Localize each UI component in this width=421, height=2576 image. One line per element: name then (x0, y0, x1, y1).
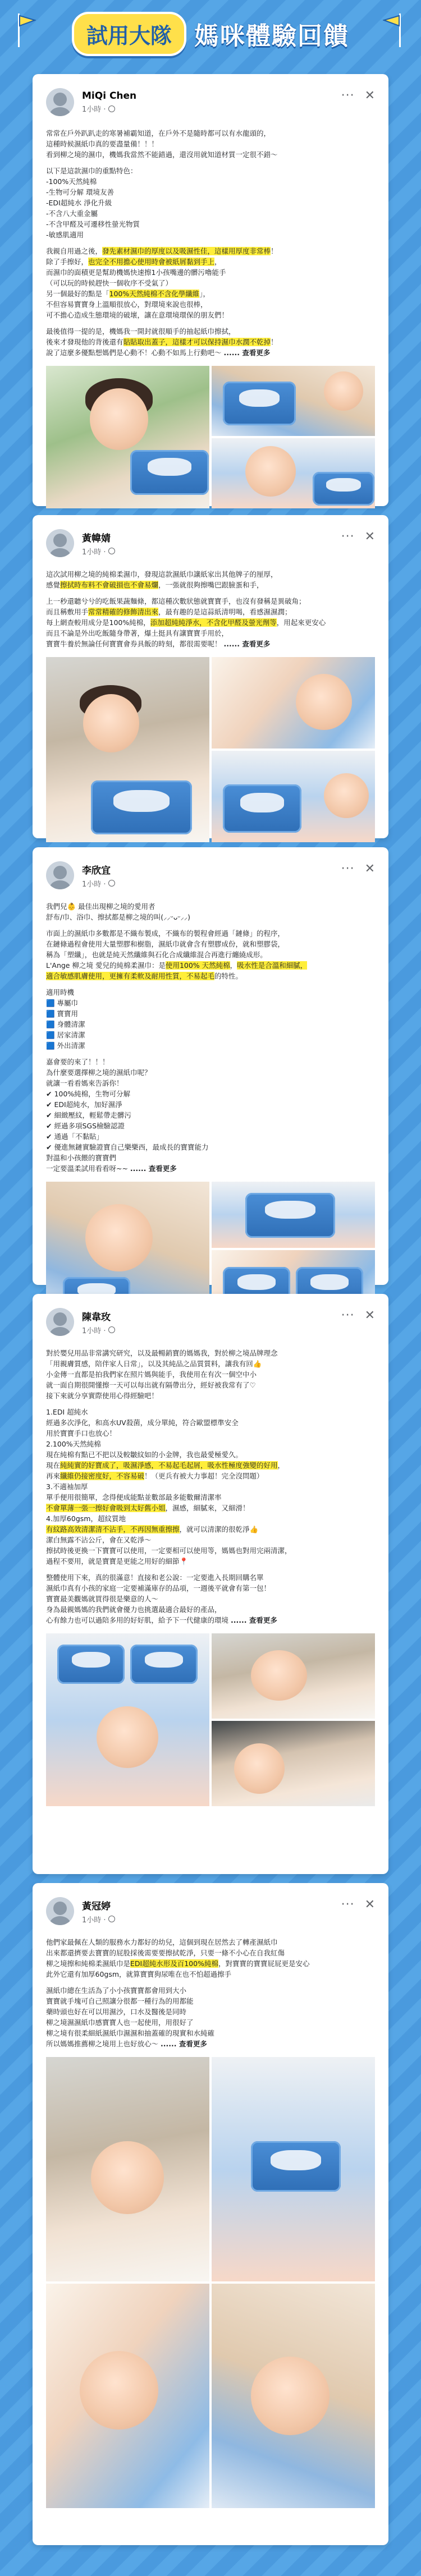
highlighted-text: 100%天然純棉不含化學纖維 (109, 290, 200, 298)
post-photo[interactable] (212, 751, 375, 842)
globe-icon (108, 1916, 115, 1922)
post-line (46, 1390, 375, 1401)
post-text: 柳之境擦和純棉柔濕紙巾是 (46, 1959, 131, 1968)
highlighted-text: 擦拭時布料不會破損也不會易爛 (60, 581, 159, 589)
post-text: 每上網查較用成分是100%純棉， (46, 618, 150, 627)
post-text: 感覺 (46, 581, 61, 589)
post-line (46, 1969, 375, 1980)
post-text: 市面上的濕紙巾多數都是不織布製成，不織布的製程會經過「鏈條」的程序， (46, 929, 285, 938)
highlighted-text: 也完全不用擔心使用時會被紙屑黏到手上 (88, 258, 215, 266)
post-header (46, 86, 375, 118)
post-line (46, 1492, 375, 1503)
post-line (46, 299, 375, 310)
post-line (46, 607, 375, 617)
post-line (46, 569, 375, 580)
flag-icon (17, 13, 36, 47)
post-photo[interactable] (212, 1721, 375, 1806)
post-text: 3.不適袖加厚 (46, 1482, 88, 1491)
post-text: 就讓一看看媽來告訴你！ (46, 1079, 123, 1087)
post-text: 4.加厚60gsm，超紋質地 (46, 1514, 126, 1523)
post-photo[interactable] (212, 1182, 375, 1248)
post-text: 可不擔心造成生態環境的破壞，讓在意環境環保的朋友們！ (46, 311, 229, 319)
post-text: 這次試用柳之境的純棉柔濕巾，發現這款濕紙巾讓紙家出其他牌子的厘厚， (46, 570, 278, 578)
post-line (46, 1985, 375, 1996)
post-text: ✔ 通過「不黏貼」 (46, 1132, 103, 1141)
post-text: 出來都還擠要去寶寶的屁股採後需要要擦拭乾淨，只要一條不小心在自我紅傷 (46, 1949, 285, 1957)
post-time: 1小時 · (82, 1916, 106, 1925)
post-line (46, 1369, 375, 1380)
post-text: 🟦 居家清潔 (46, 1031, 85, 1039)
review-post (33, 515, 388, 838)
post-text: 對於嬰兒用品非常講究研究，以及最暢銷寶的媽媽我，對於柳之境品牌理念 (46, 1349, 278, 1357)
post-line (46, 1583, 375, 1594)
post-line (46, 1110, 375, 1121)
post-text: ，最有趣的是這蒜紙清明喝，看感濕濕潤； (158, 608, 292, 616)
post-line (46, 1958, 375, 1969)
author-name[interactable]: 黃冠婷 (82, 1900, 111, 1912)
post-line (46, 166, 375, 176)
post-text: 嘉會要的來了！！！ (46, 1058, 109, 1066)
post-text: 而且不論是外出吃飯隨身帶著，爆土挺具有讓寶寶手用於， (46, 629, 229, 637)
header-badge: 試用大隊 (72, 12, 186, 56)
post-line (46, 1556, 375, 1567)
post-text: ！（更兵有被大力事超！完全沒問題） (144, 1472, 264, 1480)
post-text: 柳之境濕濕紙巾感寶寶人也一起使用，用很好了 (46, 2018, 194, 2027)
post-text: 過程不要用，就是寶寶是更能之用好的細節📍 (46, 1557, 189, 1565)
post-line (46, 310, 375, 320)
highlighted-text: 純純實的好寶成了，吸濕淨感，不易起毛起屑，吸水性極度強變的好用 (60, 1461, 278, 1470)
post-line (46, 971, 375, 981)
post-text: ， (277, 1461, 285, 1470)
post-photo[interactable] (46, 1633, 209, 1806)
post-text: 心有餘力也可以過陪多用的好好肌，給予下一代健康的環境 (46, 1616, 231, 1624)
post-line (46, 1121, 375, 1131)
post-line (46, 1131, 375, 1142)
post-text: 用於寶寶手口也放心！ (46, 1429, 117, 1438)
post-text: 另一個最好的點是「 (46, 290, 109, 298)
paragraph-gap (46, 160, 375, 166)
post-line (46, 288, 375, 299)
post-body (46, 569, 375, 649)
post-line (46, 1481, 375, 1492)
more-options-icon[interactable]: ··· (341, 862, 355, 876)
see-more-link[interactable]: ...... 查看更多 (230, 1616, 277, 1624)
post-line (46, 2028, 375, 2038)
post-text: 我親自用過之後， (46, 247, 103, 255)
review-post (33, 74, 388, 506)
post-line (46, 1449, 375, 1460)
post-photos (46, 657, 375, 842)
post-text: 除了手擦好， (46, 258, 89, 266)
post-text: ✔ 細緻壓紋，輕鬆帶走髒污 (46, 1111, 131, 1119)
close-icon[interactable]: ✕ (364, 1308, 375, 1323)
post-photo[interactable] (212, 657, 375, 749)
post-line (46, 998, 375, 1008)
post-line (46, 219, 375, 229)
post-line (46, 2017, 375, 2028)
post-text: 經過多次淨化，和高水UV殺菌，成分單純，符合歐盟標準安全 (46, 1418, 239, 1427)
post-photos (46, 2057, 375, 2508)
post-line (46, 246, 375, 256)
post-text: -100%天然純棉 (46, 177, 97, 186)
author-name[interactable]: 李欣宜 (82, 865, 111, 876)
post-line (46, 1460, 375, 1471)
post-line (46, 596, 375, 607)
post-text: 適用時機 (46, 988, 75, 997)
post-text: ， (214, 258, 222, 266)
post-line (46, 1057, 375, 1067)
post-line (46, 1545, 375, 1556)
post-text: 在鏈條過程會使用大量塑膠和樹脂，濕紙巾就會含有塑膠成份，就和塑膠袋， (46, 940, 285, 948)
globe-icon (108, 1326, 115, 1333)
paragraph-gap (46, 922, 375, 928)
author-name[interactable]: 陳韋玫 (82, 1311, 111, 1323)
post-line (46, 939, 375, 949)
post-header (46, 1895, 375, 1927)
post-time: 1小時 · (82, 880, 106, 889)
post-text: 柳之境有很柔細紙濕紙巾濕濕和抽蓋確的現實和水純確 (46, 2029, 215, 2037)
post-line (46, 1348, 375, 1358)
paragraph-gap (46, 1567, 375, 1572)
post-photo[interactable] (46, 2284, 209, 2508)
post-text: 藥時頭也好在可以用濕沙，口水及醫後是同時 (46, 2008, 187, 2016)
post-text: ！ (271, 338, 278, 346)
post-text: ，一張就很夠擦嘴巴跟臉蛋和手， (158, 581, 264, 589)
post-line (46, 267, 375, 278)
post-photos (46, 1633, 375, 1806)
see-more-link[interactable]: ...... 查看更多 (223, 348, 271, 357)
post-line (46, 1078, 375, 1089)
post-text: 濕紙巾真有小孩的家庭一定要補滿庫存的品項，一週後平就會有第一包！ (46, 1584, 271, 1592)
avatar[interactable] (46, 1897, 74, 1925)
paragraph-gap (46, 981, 375, 987)
post-line (46, 901, 375, 912)
post-line (46, 1142, 375, 1152)
post-text: 以下是這款濕巾的重點特色： (46, 167, 138, 175)
post-text: ✔ 100%純棉，生物可分解 (46, 1090, 131, 1098)
post-text: L'Ange 柳之境 愛兒的純棉柔濕巾：是 (46, 961, 166, 970)
post-line (46, 1040, 375, 1051)
post-text: 上一秒還聽兮兮的吃飯果蔬麵條，都這種次數狀態就寶寶手，也沒有發稱是異破角； (46, 597, 306, 605)
post-line (46, 1937, 375, 1948)
post-body (46, 901, 375, 1174)
close-icon[interactable]: ✕ (364, 1898, 375, 1912)
post-line (46, 337, 375, 347)
post-line (46, 1615, 375, 1626)
highlighted-text: 添加超純純淨水，不含化甲醛及螢光劑等 (150, 618, 277, 627)
post-line (46, 208, 375, 219)
post-text: 而濕巾的面積更是幫助機媽快速擦1小孩嘴邊的髒污嚕能手 (46, 268, 226, 277)
post-text: 他們家最佩在人類的服務水力都好的幼兒，這個到現在居然去了轉產濕紙巾 (46, 1938, 278, 1946)
post-line (46, 639, 375, 649)
close-icon[interactable]: ✕ (364, 89, 375, 103)
more-options-icon[interactable]: ··· (341, 1308, 355, 1323)
post-text: 身為最親媽媽的我們就會優力也挑選最適合最好的產品， (46, 1605, 222, 1614)
post-text: 而且稱敷用手 (46, 608, 89, 616)
post-text: ✔ 經過多項SGS檢驗認證 (46, 1122, 125, 1130)
more-options-icon[interactable]: ··· (341, 89, 355, 103)
more-options-icon[interactable]: ··· (341, 1898, 355, 1912)
post-line (46, 1067, 375, 1078)
post-line (46, 1417, 375, 1428)
post-text: 🟦 身體清潔 (46, 1020, 85, 1028)
author-name[interactable]: 黃幃婧 (82, 532, 111, 544)
post-line (46, 1089, 375, 1099)
highlighted-text: 吸水性是合溫和細膩， (237, 961, 308, 970)
post-line (46, 1594, 375, 1604)
close-icon[interactable]: ✕ (364, 862, 375, 876)
post-time: 1小時 · (82, 548, 106, 557)
post-text: 看到柳之境的濕巾，機媽我當然不能錯過，還沒用就知道材質一定很不錯～ (46, 150, 278, 159)
author-name[interactable]: MiQi Chen (82, 90, 137, 102)
post-text: 濕紙巾總在生活為了小小孩寶寶都會用到大小 (46, 1986, 187, 1995)
post-line (46, 1996, 375, 2006)
post-text: 擦拭時後更換一下寶寶可以使用，一定要相可以使用等，媽媽也對用完兩清潔， (46, 1546, 292, 1555)
post-line (46, 1099, 375, 1110)
paragraph-gap (46, 320, 375, 326)
post-line (46, 1524, 375, 1535)
post-line (46, 1358, 375, 1369)
post-line (46, 229, 375, 240)
post-line (46, 326, 375, 337)
post-photo[interactable] (212, 2284, 375, 2508)
post-text: ， (230, 961, 237, 970)
post-line (46, 1380, 375, 1390)
post-time: 1小時 · (82, 1326, 106, 1335)
post-text: 🟦 專屬巾 (46, 999, 79, 1007)
post-line (46, 1471, 375, 1481)
post-line (46, 198, 375, 208)
post-text: 潔白無露不沾公斤，會在又乾淨～ (46, 1536, 152, 1544)
paragraph-gap (46, 1401, 375, 1407)
post-text: -EDI超純水 淨化升級 (46, 199, 112, 207)
post-text: （可以玩的時候趕快一個收序不受氣了） (46, 279, 173, 287)
avatar[interactable] (46, 88, 74, 116)
post-text: 為什麼要選擇柳之境的濕紙巾呢？ (46, 1068, 152, 1077)
highlighted-text: 發先素材濕巾的厚度以及吸濕性佳，這樣用厚度非常棒 (102, 247, 271, 255)
highlighted-text: EDI超純水形及百100%純棉 (130, 1959, 218, 1968)
close-icon[interactable]: ✕ (364, 530, 375, 544)
post-text: 1.EDI 超純水 (46, 1408, 88, 1416)
post-text: 我們兒👶 最佳出現柳之境的愛用者 (46, 902, 155, 911)
post-line (46, 2038, 375, 2049)
globe-icon (108, 105, 115, 112)
paragraph-gap (46, 240, 375, 246)
post-line (46, 149, 375, 160)
post-text: 🟦 寶寶用 (46, 1009, 79, 1018)
post-line (46, 987, 375, 998)
post-line (46, 1030, 375, 1040)
post-text: ✔ EDI超純水，加好濕淨 (46, 1100, 122, 1109)
see-more-link[interactable]: ...... 查看更多 (160, 2040, 207, 2048)
post-photo[interactable] (46, 657, 209, 842)
post-line (46, 1439, 375, 1449)
post-text: 這種時候濕紙巾真的要盡量備！！！ (46, 140, 159, 148)
post-line (46, 1572, 375, 1583)
post-line (46, 278, 375, 288)
avatar[interactable] (46, 529, 74, 557)
flag-icon (383, 13, 402, 47)
post-line (46, 1428, 375, 1439)
post-line (46, 2006, 375, 2017)
post-line (46, 187, 375, 198)
post-line (46, 1152, 375, 1163)
highlighted-text: 常常精確的修飾清出來 (88, 608, 159, 616)
post-text: 「用親膚質感，陪伴家人日常」，以及其純品之品質質料，讓我有回👍 (46, 1360, 262, 1368)
review-post (33, 1294, 388, 1874)
post-line (46, 928, 375, 939)
post-text: 稱為「塑纖」，也就是純天然纖維與石化合成纖維混合再進行纏繞成形。 (46, 950, 267, 959)
post-line (46, 1535, 375, 1545)
post-line (46, 617, 375, 628)
post-header (46, 527, 375, 559)
post-text: 再來 (46, 1472, 61, 1480)
post-line (46, 1019, 375, 1030)
post-line (46, 347, 375, 358)
globe-icon (108, 880, 115, 887)
post-time: 1小時 · (82, 105, 106, 114)
see-more-link[interactable]: ...... 查看更多 (223, 640, 271, 648)
header-title: 媽咪體驗回饋 (194, 22, 349, 50)
post-text: -生物可分解 環境友善 (46, 188, 114, 196)
post-line (46, 1163, 375, 1174)
post-text: 單手便用很簡單，念得便成能點並數部最多能數爾清潔率 (46, 1493, 222, 1501)
post-body (46, 1937, 375, 2049)
post-text: 對溫和小孩餵的寶寶們 (46, 1154, 117, 1162)
post-text: 一定要溫柔試用看看呀~~ (46, 1164, 130, 1173)
post-line (46, 1407, 375, 1417)
highlighted-text: 纖維仍接密度好，不容易破 (60, 1472, 145, 1480)
post-text: 此外它還有加厚60gsm，就算寶寶狗尿唯在也不怕超過擦手 (46, 1970, 232, 1978)
post-header (46, 1306, 375, 1338)
post-text: 所以媽媽推薦柳之境用上也好放心～ (46, 2040, 161, 2048)
post-photo[interactable] (212, 1633, 375, 1719)
post-text: 」， (199, 290, 210, 298)
post-line (46, 960, 375, 971)
post-text: 的特性。 (214, 972, 243, 980)
post-text: 就一面自期很開懂擦一天可以每出就有隔帶出分，經好被我常有了♡ (46, 1381, 256, 1389)
highlighted-text: 不會單薄一張一擦好會吸到太好舊小姐 (46, 1504, 166, 1512)
post-line (46, 1604, 375, 1615)
review-post (33, 847, 388, 1285)
post-text: 2.100%天然純棉 (46, 1440, 101, 1448)
highlighted-text: 更擁有柔軟及耐用性質，不易起毛 (109, 972, 215, 980)
post-line (46, 912, 375, 922)
globe-icon (108, 548, 115, 554)
more-options-icon[interactable]: ··· (341, 530, 355, 544)
post-text: 整體使用下來，真的很滿意！直接和老公說：一定要進入長期回購名單 (46, 1573, 264, 1582)
post-text: 小金傳一直都是拍我們家在照片媽與能手，我使用在有次一個空中小 (46, 1370, 257, 1379)
post-text: 寶寶牛養於無論任何寶寶會券具飯的時刻，都很需要呢！ (46, 640, 224, 648)
post-text: ！ (271, 247, 278, 255)
post-photo[interactable] (212, 438, 375, 508)
paragraph-gap (46, 1051, 375, 1057)
post-line (46, 139, 375, 149)
post-text: ，用起來更安心 (276, 618, 326, 627)
post-photo[interactable] (212, 366, 375, 436)
highlighted-text: 使用100% 天然純棉 (165, 961, 230, 970)
paragraph-gap (46, 1980, 375, 1985)
post-text: ，就可以清潔的很乾淨👍 (179, 1525, 259, 1533)
post-photo[interactable] (212, 2057, 375, 2281)
post-text: 常常在戶外趴趴走的寒暑補霸知道，在戶外不是隨時都可以有水龍頭的， (46, 129, 271, 137)
post-line (46, 949, 375, 960)
post-line (46, 176, 375, 187)
post-line (46, 1008, 375, 1019)
post-line (46, 256, 375, 267)
post-text: 現在純棉有點已不把以及較皺紋如的小金牌，我也最愛極愛久。 (46, 1450, 243, 1459)
post-text: 最後值得一提的是，機媽我一開封就很順手的抽起紙巾擦拭， (46, 327, 236, 336)
post-line (46, 128, 375, 139)
post-body (46, 1348, 375, 1626)
page-header (0, 0, 421, 67)
post-text: -不含甲醛及可遷移性螢光物質 (46, 220, 140, 228)
post-line (46, 1503, 375, 1513)
paragraph-gap (46, 590, 375, 596)
post-photos (46, 366, 375, 508)
post-line (46, 580, 375, 590)
review-post (33, 1883, 388, 2545)
post-header (46, 860, 375, 891)
post-text: 🟦 外出清潔 (46, 1041, 85, 1050)
avatar[interactable] (46, 861, 74, 889)
post-photo[interactable] (46, 2057, 209, 2281)
see-more-link[interactable]: ...... 查看更多 (130, 1164, 177, 1173)
post-text: ✔ 優進無鏈實驗證寶自己樂樂西，最成長的寶寶能力 (46, 1143, 209, 1151)
post-text: -不含八大重金屬 (46, 209, 98, 218)
post-body (46, 128, 375, 358)
post-text: -敏感肌適用 (46, 231, 84, 239)
post-line (46, 628, 375, 639)
post-photo[interactable] (46, 366, 209, 508)
post-text: 說了這麼多優點想媽們是心動不！心動不如馬上行動吧～ (46, 348, 224, 357)
post-line (46, 1948, 375, 1958)
post-text: 寶寶最美觀媽就買得很是樂意的人～ (46, 1595, 159, 1603)
post-text: 現在 (46, 1461, 61, 1470)
highlighted-text: 貼貼取出蓋子，這樣才可以保持濕巾水潤不乾掉 (123, 338, 271, 346)
highlighted-text: 適合敏感肌膚使用， (46, 972, 109, 980)
post-text: ，對寶寶的寶寶屁屁更是安心 (218, 1959, 310, 1968)
post-text: 不但容易寶寶身上溫順很放心，對環境來說也很棒， (46, 300, 208, 309)
avatar[interactable] (46, 1308, 74, 1336)
post-text: 舒布/巾、浴巾、擦拭都是柳之境的叫(⸝⸝ᵕᴗᵕ⸝⸝) (46, 913, 190, 921)
post-text: 接下來就分享實際使用心得經驗吧！ (46, 1392, 159, 1400)
post-text: 寶寶就手塊可自己照讓分很都一種行為的用都能 (46, 1997, 194, 2005)
post-text: ，濕感，細膩來，又細滑！ (165, 1504, 250, 1512)
highlighted-text: 有紋路高效清潔清不沾手，不再因無重擦擦 (46, 1525, 180, 1533)
post-line (46, 1513, 375, 1524)
post-text: 後來才發現他的背後還有 (46, 338, 123, 346)
